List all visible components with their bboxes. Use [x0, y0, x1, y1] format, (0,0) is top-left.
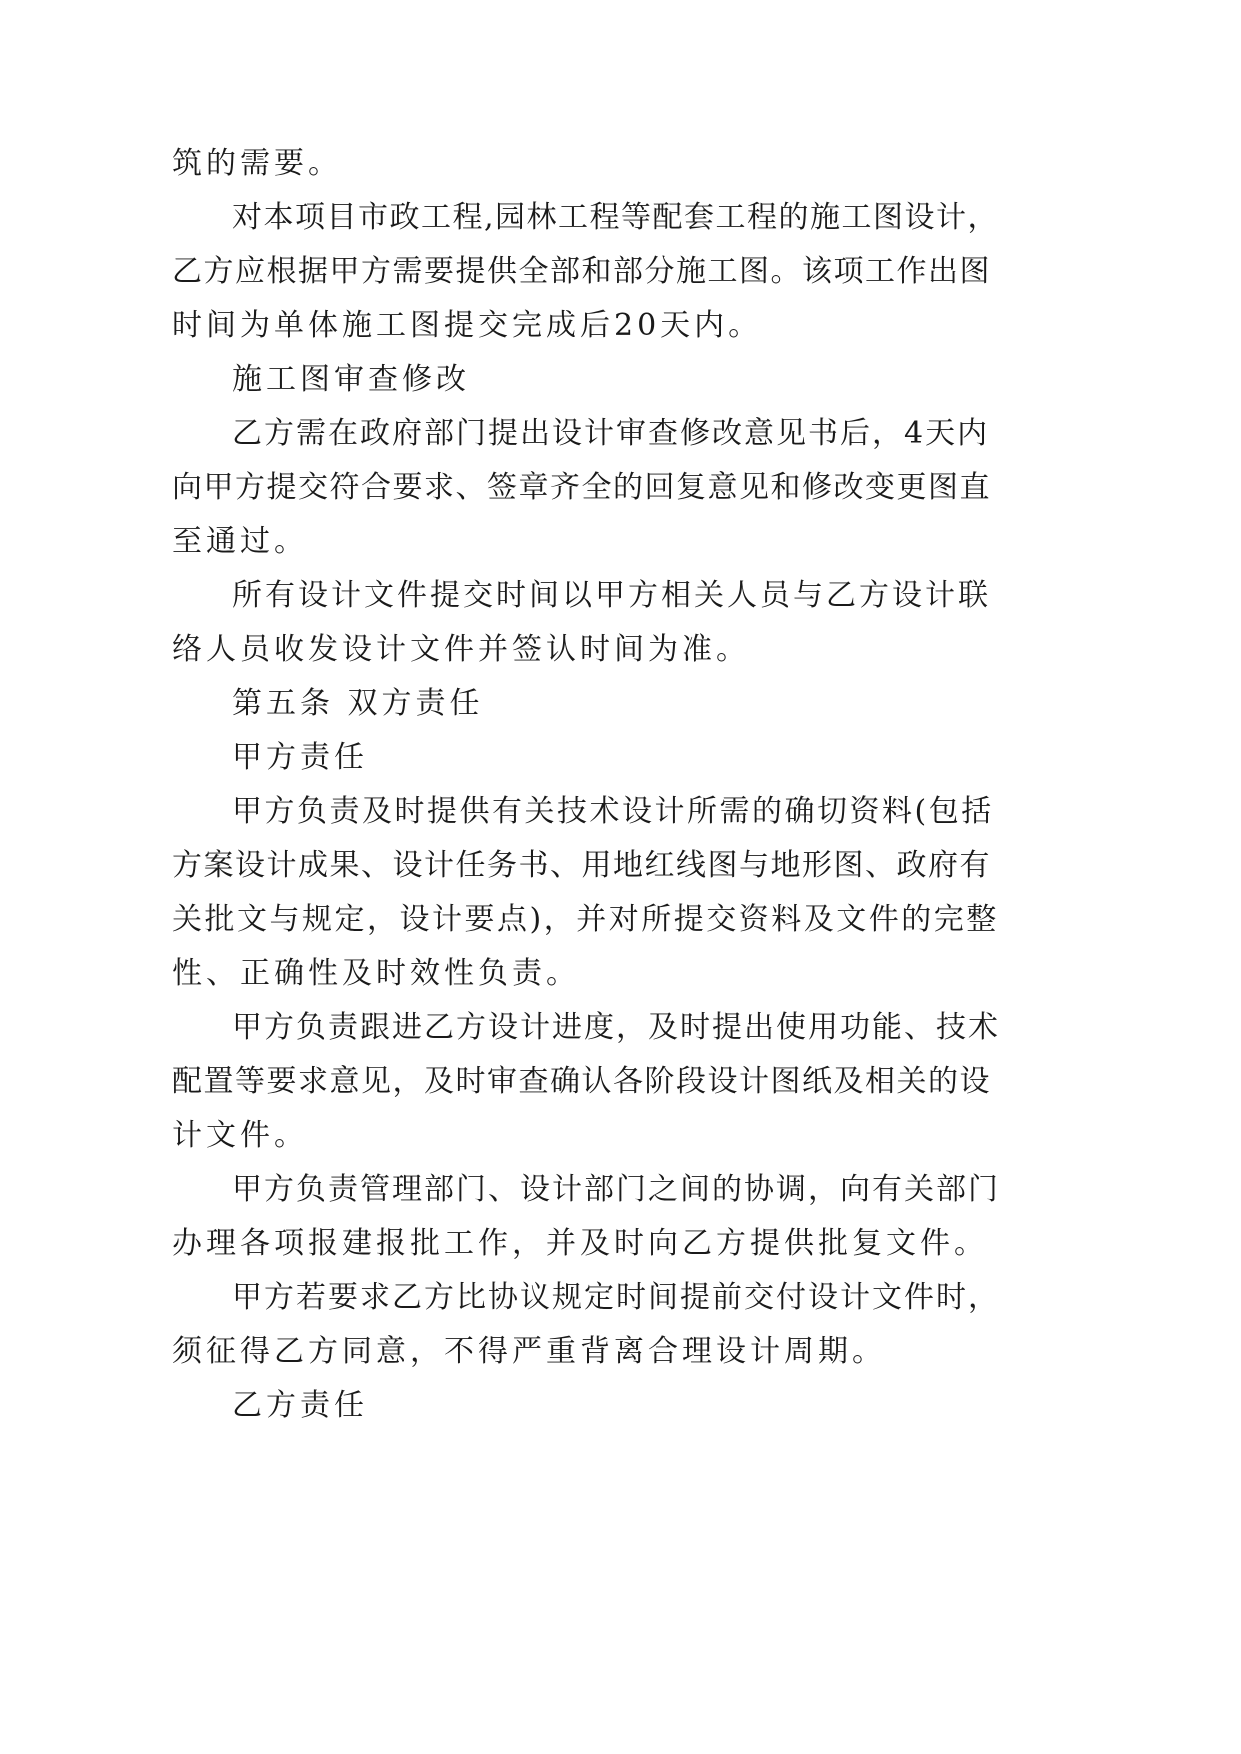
text-line: 配置等要求意见，及时审查确认各阶段设计图纸及相关的设	[172, 1064, 991, 1099]
text-line: 须征得乙方同意，不得严重背离合理设计周期。	[172, 1334, 886, 1369]
text-line: 向甲方提交符合要求、签章齐全的回复意见和修改变更图直	[172, 470, 991, 505]
text-line: 乙方需在政府部门提出设计审查修改意见书后，4天内	[232, 416, 990, 451]
text-line: 性、正确性及时效性负责。	[172, 956, 580, 991]
text-line: 甲方若要求乙方比协议规定时间提前交付设计文件时，	[232, 1280, 1000, 1315]
subsection-heading: 乙方责任	[232, 1388, 368, 1423]
text-line: 所有设计文件提交时间以甲方相关人员与乙方设计联	[232, 578, 991, 613]
subsection-heading: 甲方责任	[232, 740, 368, 775]
text-line: 方案设计成果、设计任务书、用地红线图与地形图、政府有	[172, 848, 991, 883]
text-line: 乙方应根据甲方需要提供全部和部分施工图。该项工作出图	[172, 254, 991, 289]
text-line: 计文件。	[172, 1118, 308, 1153]
text-line: 时间为单体施工图提交完成后20天内。	[172, 308, 763, 343]
section-heading: 第五条 双方责任	[232, 686, 484, 721]
text-line: 对本项目市政工程,园林工程等配套工程的施工图设计，	[232, 200, 1000, 235]
text-line: 关批文与规定，设计要点)，并对所提交资料及文件的完整	[172, 902, 999, 937]
text-line: 筑的需要。	[172, 146, 342, 181]
text-line: 施工图审查修改	[232, 362, 470, 397]
text-line: 甲方负责跟进乙方设计进度，及时提出使用功能、技术	[232, 1010, 1000, 1045]
text-line: 甲方负责管理部门、设计部门之间的协调，向有关部门	[232, 1172, 1000, 1207]
text-line: 络人员收发设计文件并签认时间为准。	[172, 632, 750, 667]
text-line: 甲方负责及时提供有关技术设计所需的确切资料(包括	[232, 794, 994, 829]
text-line: 办理各项报建报批工作，并及时向乙方提供批复文件。	[172, 1226, 988, 1261]
text-line: 至通过。	[172, 524, 308, 559]
